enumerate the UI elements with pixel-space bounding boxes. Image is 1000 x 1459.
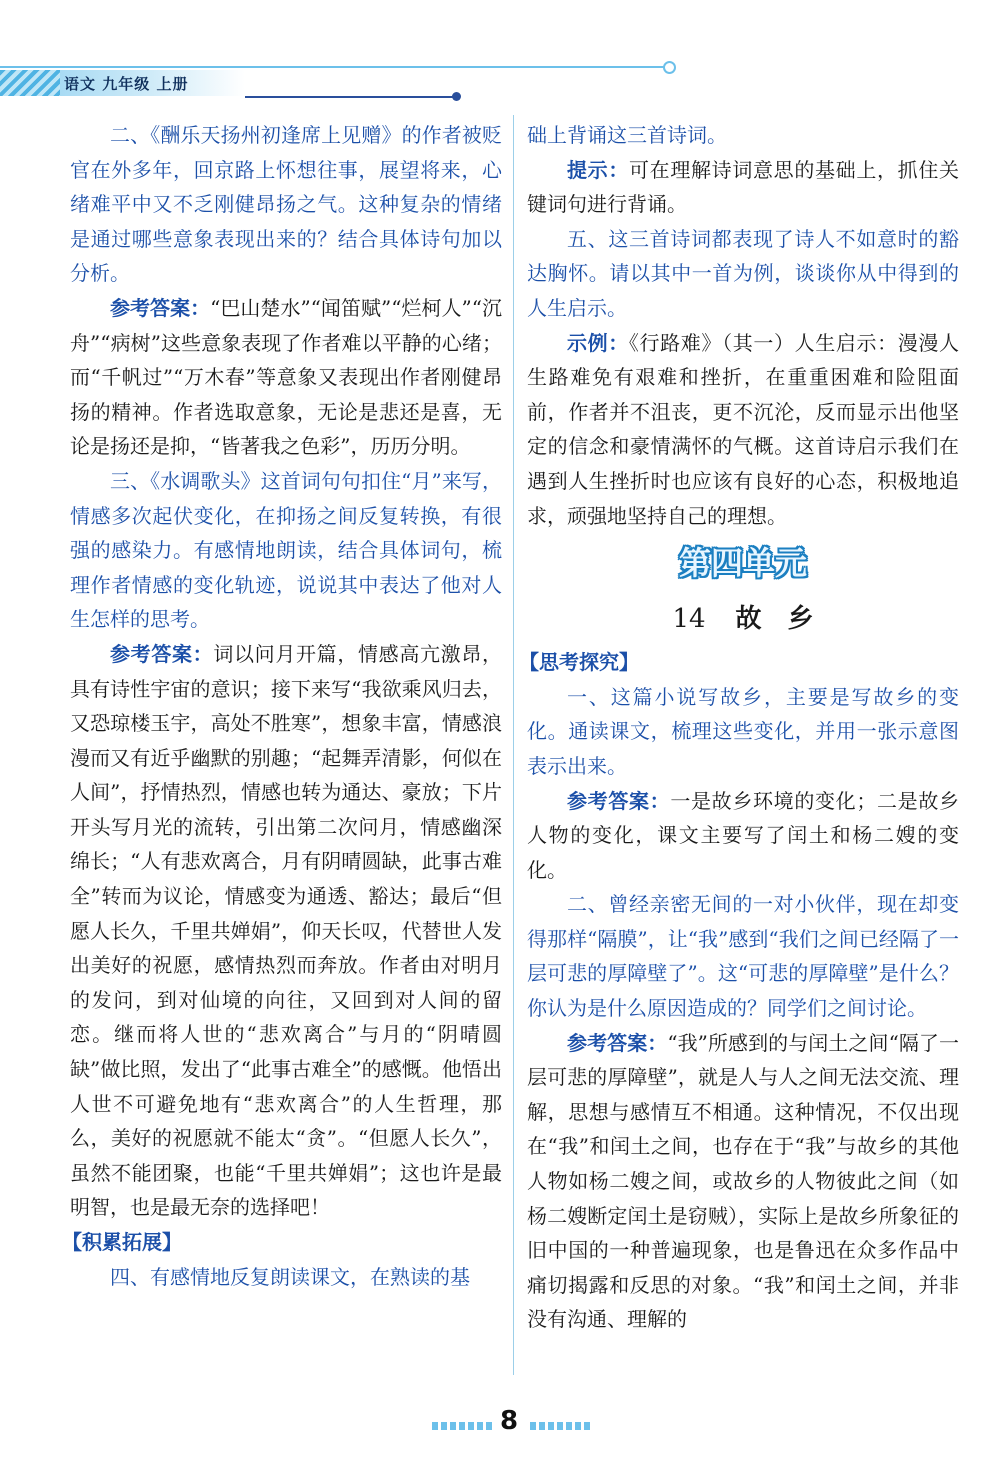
page-footer bbox=[0, 1404, 1000, 1444]
question-1: 一、这篇小说写故乡，主要是写故乡的变化。通读课文，梳理这些变化，并用一张示意图表示出来。 bbox=[527, 684, 959, 778]
answer-label: 参考答案： bbox=[110, 295, 211, 320]
example-text: 《行路难》（其一）人生启示：漫漫人生路难免有艰难和挫折，在重重困难和险阻面前，作者并不沮丧，更不沉沦，反而显示出他坚定的信念和豪情满怀的气概。这首诗启示我们在遇到人生挫折时也应该有良好的心态，积极地追求，顽强地坚持自己的理想。 bbox=[527, 330, 960, 528]
lesson-name: 故 乡 bbox=[735, 604, 814, 635]
answer-text: 一是故乡环境的变化；二是故乡人物的变化，课文主要写了闰土和杨二嫂的变化。 bbox=[527, 788, 960, 882]
hint bbox=[527, 153, 959, 222]
example-label: 示例： bbox=[567, 330, 629, 355]
section-heading-explore: 【思考探究】 bbox=[519, 650, 639, 675]
page-number: 8 bbox=[500, 1406, 519, 1436]
answer-text: “巴山楚水”“闻笛赋”“烂柯人”“沉舟”“病树”这些意象表现了作者难以平静的心绪；而“千帆过”“万木春”等意象又表现出作者刚健昂扬的精神。作者选取意象，无论是悲还是喜，无论是扬还是抑，“皆著我之色彩”，历历分明。 bbox=[70, 295, 503, 459]
answer-label: 参考答案： bbox=[567, 788, 671, 813]
footer-ornament-left bbox=[432, 1422, 492, 1430]
example bbox=[527, 326, 959, 534]
question-5: 五、这三首诗词都表现了诗人不如意时的豁达胸怀。请以其中一首为例，谈谈你从中得到的人生启示。 bbox=[527, 226, 959, 320]
answer-1 bbox=[527, 784, 959, 888]
header-ornament-dot bbox=[663, 61, 676, 74]
answer-text: “我”所感到的与闰土之间“隔了一层可悲的厚障壁”，就是人与人之间无法交流、理解，思想与感情互不相通。这种情况，不仅出现在“我”和闰土之间，也存在于“我”与故乡的其他人物如杨二嫂之间，或故乡的人物彼此之间（如杨二嫂断定闰土是窃贼），实际上是故乡所象征的旧中国的一种普遍现象，也是鲁迅在众多作品中痛切揭露和反思的对象。“我”和闰土之间，并非没有沟通、理解的 bbox=[527, 1030, 959, 1332]
answer-label: 参考答案： bbox=[567, 1030, 668, 1055]
footer-ornament-right bbox=[530, 1422, 590, 1430]
unit-title: 第四单元 bbox=[678, 544, 807, 583]
answer-2 bbox=[70, 291, 502, 464]
answer-label: 参考答案： bbox=[110, 641, 214, 666]
header-stripes bbox=[0, 70, 60, 96]
question-3: 三、《水调歌头》这首词句句扣住“月”来写，情感多次起伏变化，在抑扬之间反复转换，有很强的感染力。有感情地朗读，结合具体词句，梳理作者情感的变化轨迹，说说其中表达了他对人生怎样的思考。 bbox=[70, 468, 502, 632]
page-header bbox=[0, 58, 1000, 108]
hint-text: 可在理解诗词意思的基础上，抓住关键词句进行背诵。 bbox=[527, 157, 959, 217]
answer-2-lesson bbox=[527, 1026, 959, 1337]
lesson-title bbox=[527, 593, 959, 645]
question-4-end: 础上背诵这三首诗词。 bbox=[527, 123, 727, 147]
column-divider bbox=[513, 115, 514, 1375]
question-4-start: 四、有感情地反复朗读课文，在熟读的基 bbox=[110, 1264, 470, 1289]
right-column bbox=[519, 118, 960, 1337]
question-2-lesson: 二、曾经亲密无间的一对小伙伴，现在却变得那样“隔膜”，让“我”感到“我们之间已经隔了一层可悲的厚障壁了”。这“可悲的厚障壁”是什么？你认为是什么原因造成的？同学们之间讨论。 bbox=[527, 892, 959, 1021]
header-ornament-dot-bottom bbox=[452, 92, 461, 101]
answer-text: 词以问月开篇，情感高亢激昂，具有诗性宇宙的意识；接下来写“我欲乘风归去，又恐琼楼玉宇，高处不胜寒”，想象丰富，情感浪漫而又有近乎幽默的别趣；“起舞弄清影，何似在人间”，抒情热烈，情感也转为通达、豪放；下片开头写月光的流转，引出第二次问月，情感幽深绵长；“人有悲欢离合，月有阴晴圆缺，此事古难全”转而为议论，情感变为通透、豁达；最后“但愿人长久，千里共婵娟”，仰天长叹，代替世人发出美好的祝愿，感情热烈而奔放。作者由对明月的发问，到对仙境的向往，又回到对人间的留恋。继而将人世的“悲欢离合”与月的“阴晴圆缺”做比照，发出了“此事古难全”的感慨。他悟出人世不可避免地有“悲欢离合”的人生哲理，那么，美好的祝愿就不能太“贪”。“但愿人长久”，虽然不能团聚，也能“千里共婵娟”；这也许是最明智，也是最无奈的选择吧！ bbox=[70, 641, 503, 1220]
question-2: 二、《酬乐天扬州初逢席上见赠》的作者被贬官在外多年，回京路上怀想往事，展望将来，心绪难平中又不乏刚健昂扬之气。这种复杂的情绪是通过哪些意象表现出来的？结合具体诗句加以分析。 bbox=[70, 123, 502, 286]
header-rule-top bbox=[0, 66, 670, 68]
section-heading-accumulate: 【积累拓展】 bbox=[62, 1230, 182, 1254]
book-title: 语文 九年级 上册 bbox=[64, 75, 189, 93]
hint-label: 提示： bbox=[567, 157, 629, 182]
lesson-number: 14 bbox=[672, 604, 706, 635]
header-rule-bottom bbox=[245, 96, 455, 98]
answer-3 bbox=[70, 637, 502, 1225]
left-column bbox=[62, 118, 503, 1294]
